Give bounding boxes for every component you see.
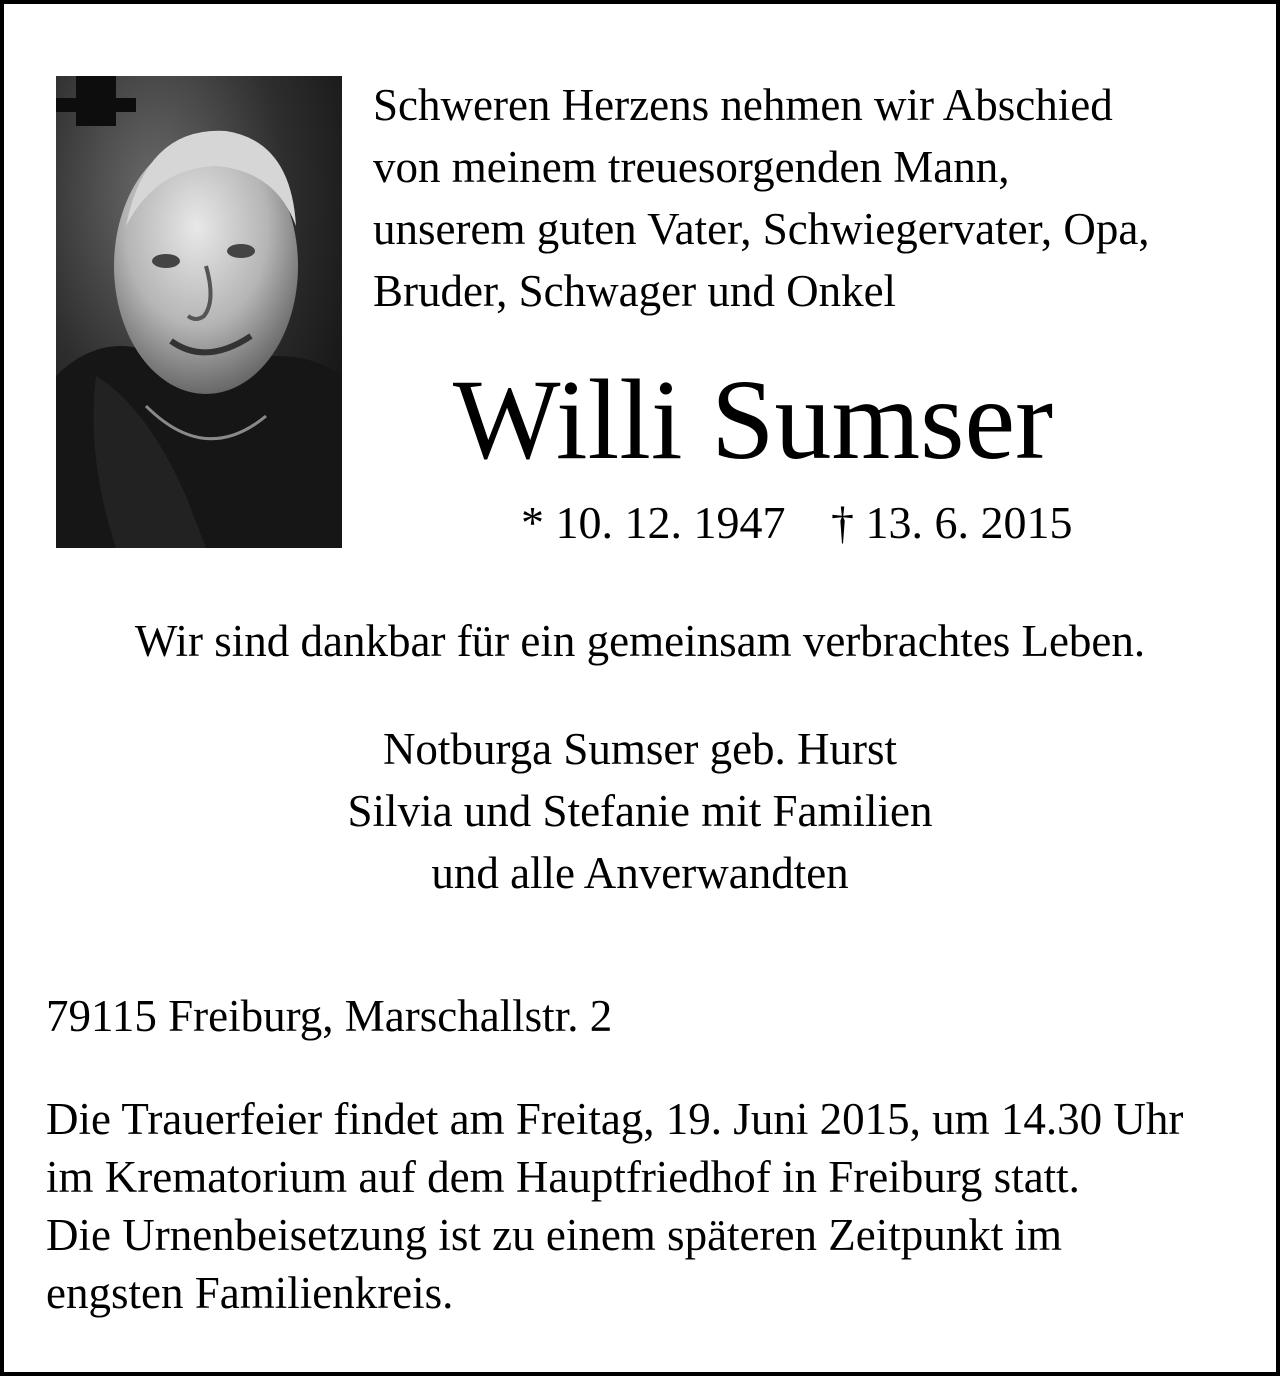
service-line: engsten Familienkreis. [46,1268,454,1318]
service-line: im Krematorium auf dem Hauptfriedhof in Freiburg statt. [46,1152,1080,1202]
mourners-list [0,718,1280,904]
intro-line: von meinem treuesorgenden Mann, [373,142,1010,192]
mourner-line: und alle Anverwandten [431,848,849,898]
deceased-name: Willi Sumser [452,356,1054,483]
intro-text [373,74,1253,322]
intro-line: Schweren Herzens nehmen wir Abschied [373,80,1113,130]
death-date: † 13. 6. 2015 [831,497,1073,548]
intro-line: unserem guten Vater, Schwiegervater, Opa, [373,204,1150,254]
service-line: Die Urnenbeisetzung ist zu einem späteren Zeitpunkt im [46,1210,1062,1260]
mourner-line: Notburga Sumser geb. Hurst [382,724,898,774]
service-details [46,1090,1246,1322]
intro-line: Bruder, Schwager und Onkel [373,266,897,316]
mourner-line: Silvia und Stefanie mit Familien [347,786,933,836]
address: 79115 Freiburg, Marschallstr. 2 [46,991,613,1041]
birth-date: * 10. 12. 1947 [521,497,786,548]
portrait-photo-icon [56,76,342,548]
deceased-name-block [373,355,1253,485]
service-line: Die Trauerfeier findet am Freitag, 19. Juni 2015, um 14.30 Uhr [46,1094,1184,1144]
gratitude-line: Wir sind dankbar für ein gemeinsam verbrachtes Leben. [134,616,1146,666]
